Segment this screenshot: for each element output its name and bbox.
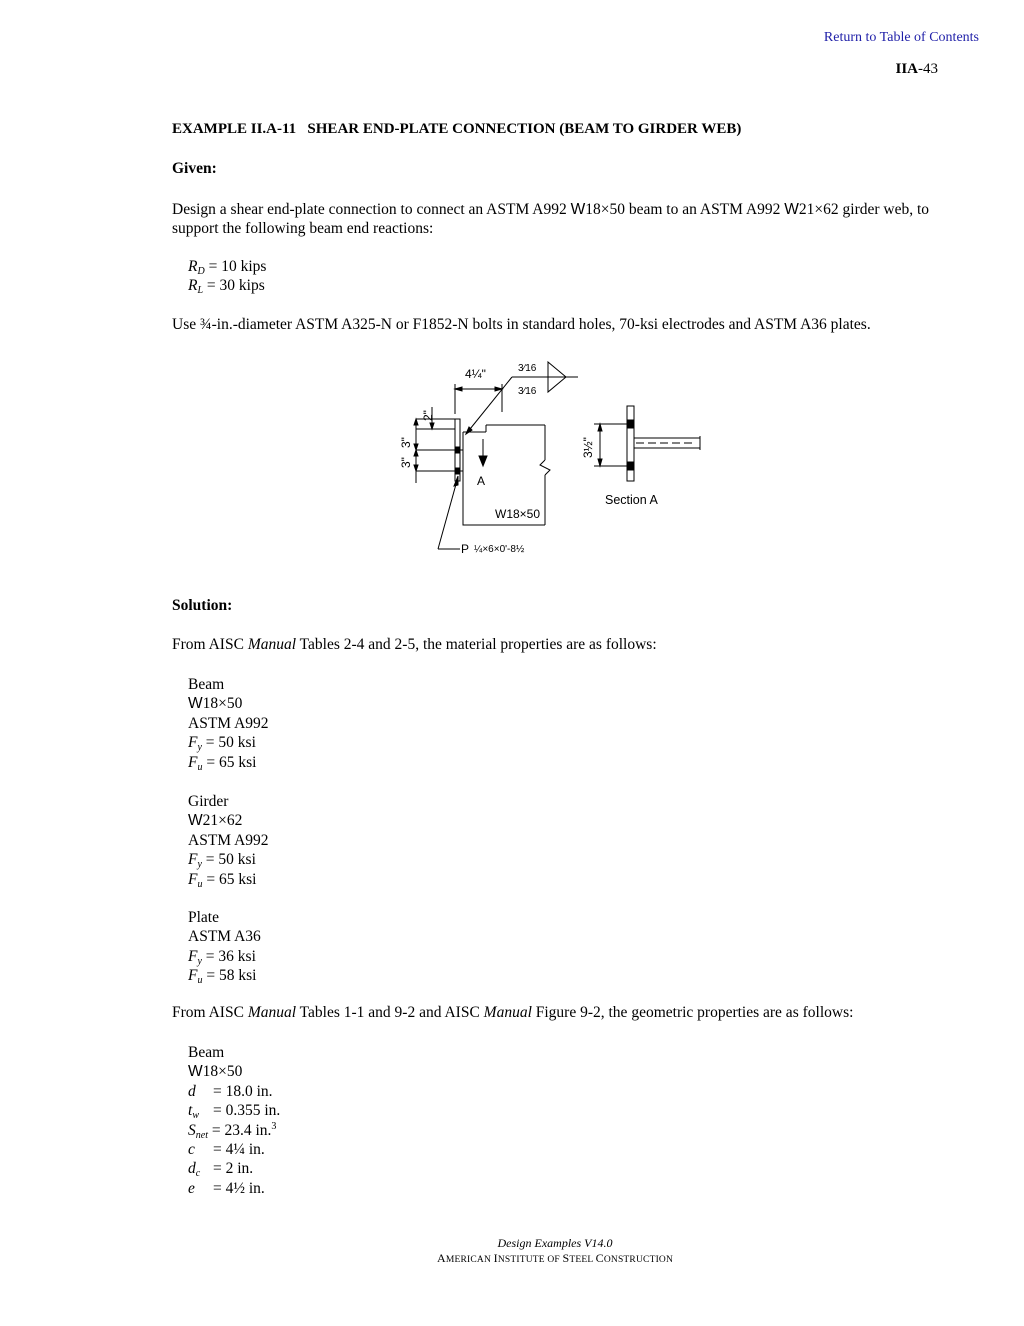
given-paragraph [172,200,942,238]
plate-fy: $F_y = 36$ ksi [188,947,256,967]
beam-shape: W18×50 [188,695,243,713]
plate-label: ¼×6×0'-8½ [474,544,525,555]
example-title: EXAMPLE II.A-11 SHEAR END-PLATE CONNECTION (BEAM TO GIRDER WEB) [172,121,742,137]
girder-fy: $F_y = 50$ ksi [188,851,256,871]
given-text-a: Design a shear end-plate connection to connect an ASTM A992 [172,201,571,218]
beam-astm: ASTM A992 [188,714,269,732]
beam-fu: $F_u = 65$ ksi [188,753,257,773]
weld-size-bottom: 3⁄16 [518,386,537,397]
girder-material-block [188,792,269,889]
beam-fy: $F_y = 50$ ksi [188,734,256,754]
dim-3b: 3" [399,457,413,468]
geo-beam-shape: W18×50 [188,1063,243,1081]
beam-material-block [188,675,269,772]
girder-fu: $F_u = 65$ ksi [188,870,257,890]
solution-heading: Solution: [172,597,233,614]
given-text-c: 21×62 girder web, to support the following beam end reactions: [172,201,930,237]
geometry-intro: From AISC Manual Tables 1-1 and 9-2 and AISC Manual Figure 9-2, the geometric properties are as follows: [172,1004,854,1021]
plate-label: Plate [188,909,219,926]
intro-manual: Manual [247,636,297,653]
rd-symbol: R [188,258,198,275]
girder-label: Girder [188,793,229,810]
given-text-b: 18×50 beam to an ASTM A992 [585,201,785,218]
material-intro [172,636,657,654]
beam-label: Beam [188,676,225,693]
rl-subscript: L [197,285,204,296]
reaction-live [188,277,265,295]
geo-dc: $d_c = 2$ in. [188,1160,254,1180]
girder-astm: ASTM A992 [188,831,269,849]
section-a-label: Section A [605,493,658,507]
rd-subscript: D [197,266,205,277]
shape-w-1: W [570,201,586,218]
plate-astm: ASTM A36 [188,928,261,946]
rd-value: = 10 kips [204,258,267,275]
plate-prefix: P [461,542,470,556]
connection-detail-figure [380,352,720,567]
rl-value: = 30 kips [203,277,265,294]
plate-fu: $F_u = 58$ ksi [188,967,257,987]
footer-publisher: AMERICAN INSTITUTE OF STEEL CONSTRUCTION [436,1251,674,1265]
girder-shape: W21×62 [188,812,243,830]
dim-2: 2" [421,410,435,421]
weld-size-top: 3⁄16 [518,363,537,374]
page-number-prefix: IIA [895,61,918,77]
intro-text-b: Tables 2-4 and 2-5, the material properties are as follows: [296,636,657,653]
shape-w-2: W [784,201,799,218]
geo-d: d = 18.0 in. [188,1082,273,1100]
bolt-spec-paragraph: Use ¾-in.-diameter ASTM A325-N or F1852-N bolts in standard holes, 70-ksi electrodes and ASTM A36 plates. [172,316,871,333]
intro-text-a: From AISC [172,636,248,653]
geo-e: e = 4½ in. [188,1179,265,1197]
reaction-dead [188,258,266,276]
section-mark: A [477,474,486,488]
given-heading: Given: [172,160,217,177]
dim-3a: 3" [399,437,413,448]
dim-4-1-4: 4¼" [465,367,486,381]
geo-tw: $t_w = 0.355$ in. [188,1102,281,1122]
geo-snet: $S_{net} = 23.4$ in.$^3$ [188,1120,277,1141]
page-number-suffix: -43 [918,61,938,77]
plate-material-block [188,908,261,986]
geo-beam-label: Beam [188,1044,225,1061]
geo-c: c = 4¼ in. [188,1141,265,1159]
rl-symbol: R [188,277,198,294]
beam-geometry-block [188,1043,280,1198]
page-number [0,61,938,78]
return-to-toc-link[interactable]: Return to Table of Contents [823,30,979,45]
beam-label: W18×50 [495,507,541,521]
dim-3-1-2: 3½" [581,437,595,458]
footer-title: Design Examples V14.0 [497,1236,613,1250]
